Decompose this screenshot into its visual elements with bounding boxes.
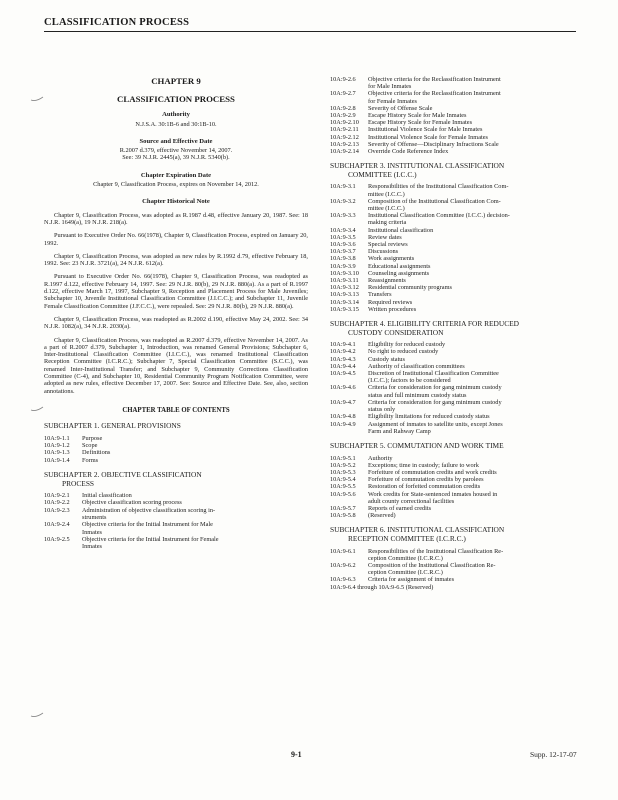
toc-entry-number: 10A:9-2.6 (330, 76, 356, 83)
toc-entry-title-line: Objective criteria for the Initial Instrument for Female (82, 535, 219, 543)
toc-entry (330, 148, 578, 155)
subchapter-list (44, 435, 308, 464)
toc-entry-number: 10A:9-5.2 (330, 461, 356, 469)
toc-entry-number: 10A:9-4.6 (330, 384, 356, 392)
toc-entry-title (368, 462, 578, 469)
toc-entry (330, 576, 578, 583)
toc-entry-title-line: Criteria for assignment of inmates (368, 576, 455, 584)
toc-entry (330, 356, 578, 363)
toc-entry-number: 10A:9-3.1 (330, 183, 356, 191)
subchapter-title-line: PROCESS (62, 478, 95, 488)
subchapter-list (330, 183, 578, 313)
toc-entry-title (82, 492, 308, 499)
toc-entry-number: 10A:9-3.12 (330, 284, 359, 292)
toc-entry-title-line: Institutional Violence Scale for Male Inmates (368, 126, 483, 134)
toc-entry (44, 457, 308, 464)
toc-entry (330, 255, 578, 262)
toc-entry-title-line: Objective criteria for the Reclassification Instrument (368, 90, 501, 98)
toc-entry-title (368, 421, 578, 435)
toc-entry-number: 10A:9-5.4 (330, 476, 356, 484)
toc-entry-number: 10A:9-3.3 (330, 212, 356, 220)
toc-entry (330, 248, 578, 255)
toc-entry-number: 10A:9-3.4 (330, 226, 356, 234)
toc-entry-title-line: Authority (368, 454, 393, 462)
history-paragraph: Chapter 9, Classification Process, was readopted as R.2007 d.379, effective November 14, 2007. As a part of R.2007 d.379, Subchapter 1, Introduction, was renamed General Provisions; Subchapter 6, Inter-Institutional Classification Committee (I.I.C.C.), was renamed Institutional Classification Reception Committee (I.C.R.C.); Subchapter 7, Special Classification Committee (S.C.C.), was renamed Inter-Institutional Transfer; and Subchapter 9, Community Corrections Classification Committee (C-4), and Subchapter 10, Residential Community Program Notification Committee, were adopted as new rules, effective December 17, 2007. See: Source and Effective Date. See, also, section annotations. (44, 336, 308, 395)
toc-entry-number: 10A:9-4.1 (330, 341, 356, 349)
source-heading: Source and Effective Date (139, 137, 213, 145)
source-line: R.2007 d.379, effective November 14, 2007. (119, 147, 233, 155)
toc-entry-title (368, 76, 578, 90)
toc-entry-title-line: Objective criteria for the Initial Instrument for Male (82, 521, 213, 529)
toc-entry-number: 10A:9-3.5 (330, 233, 356, 241)
toc-entry (330, 198, 578, 212)
toc-entry-title-line: Institutional Violence Scale for Female Inmates (368, 133, 488, 141)
subchapter-title-line: COMMITTEE (I.C.C.) (348, 169, 417, 179)
toc-entry-title-line: adult county correctional facilities (368, 497, 455, 505)
toc-entry-number: 10A:9-2.10 (330, 119, 359, 127)
toc-entry-number: 10A:9-4.2 (330, 348, 356, 356)
toc-entry-number: 10A:9-2.11 (330, 126, 359, 134)
toc-entry (330, 141, 578, 148)
toc-entry-number: 10A:9-3.10 (330, 269, 359, 277)
toc-entry-title (368, 126, 578, 133)
toc-entry (44, 536, 308, 551)
toc-entry-title (368, 399, 578, 413)
toc-entry-title-line: Definitions (82, 449, 111, 457)
toc-entry (330, 341, 578, 348)
toc-entry (330, 76, 578, 90)
toc-entry-title (368, 183, 578, 197)
margin-mark (30, 406, 44, 412)
toc-entry-number: 10A:9-2.9 (330, 112, 356, 120)
toc-entry (330, 512, 578, 519)
toc-entry-number: 10A:9-2.5 (44, 535, 70, 543)
toc-entry-title (368, 263, 578, 270)
toc-entry-title (368, 255, 578, 262)
toc-entry (330, 483, 578, 490)
toc-entry-title-line: Criteria for consideration for gang minimum custody (368, 384, 502, 392)
toc-entry-number: 10A:9-3.7 (330, 248, 356, 256)
subchapter-title-line: CUSTODY CONSIDERATION (348, 327, 444, 337)
toc-entry-number: 10A:9-2.1 (44, 492, 70, 500)
toc-entry-title (368, 284, 578, 291)
toc-entry-title-line: status only (368, 406, 396, 414)
toc-entry (330, 348, 578, 355)
authority-heading: Authority (162, 111, 190, 119)
subchapter-list (330, 548, 578, 584)
toc-entry (330, 421, 578, 435)
toc-entry-title (368, 363, 578, 370)
toc-entry-title (82, 442, 308, 449)
toc-entry-title (368, 562, 578, 576)
toc-entry-title-line: (Reserved) (368, 512, 396, 520)
toc-entry (330, 105, 578, 112)
toc-entry-title-line: Objective criteria for the Reclassification Instrument (368, 76, 501, 83)
toc-entry-title-line: Scope (82, 442, 98, 450)
toc-entry-number: 10A:9-3.15 (330, 305, 359, 313)
toc-entry-title (82, 499, 308, 506)
subchapter-title (330, 320, 578, 337)
toc-entry-title (368, 227, 578, 234)
toc-entry-title (368, 576, 578, 583)
expiration-text: Chapter 9, Classification Process, expires on November 14, 2012. (93, 181, 259, 189)
toc-entry-reserved-range: 10A:9-6.4 through 10A:9-6.5 (Reserved) (330, 583, 434, 591)
running-header: CLASSIFICATION PROCESS (44, 17, 576, 32)
toc-entry-number: 10A:9-3.11 (330, 277, 359, 285)
subchapter-title-line: SUBCHAPTER 3. INSTITUTIONAL CLASSIFICATION (330, 161, 505, 171)
toc-entry-title-line: Work assignments (368, 255, 415, 263)
subchapter-title (330, 526, 578, 543)
toc-entry (330, 241, 578, 248)
toc-entry (330, 363, 578, 370)
toc-entry-title (368, 512, 578, 519)
toc-entry-title (368, 277, 578, 284)
subchapter-title-line: SUBCHAPTER 6. INSTITUTIONAL CLASSIFICATION (330, 525, 505, 535)
toc-entry-title (368, 476, 578, 483)
toc-entry-title-line: Objective classification scoring process (82, 499, 182, 507)
toc-entry (330, 548, 578, 562)
toc-entry-title (368, 491, 578, 505)
toc-entry-title-line: Responsibilities of the Institutional Classification Com- (368, 183, 509, 191)
toc-entry-number: 10A:9-5.5 (330, 483, 356, 491)
toc-entry (330, 299, 578, 306)
toc-entry-number: 10A:9-2.12 (330, 133, 359, 141)
toc-entry-title-line: Special reviews (368, 241, 408, 249)
toc-entry-number: 10A:9-5.6 (330, 490, 356, 498)
toc-entry-number: 10A:9-3.8 (330, 255, 356, 263)
toc-entry-number: 10A:9-5.3 (330, 468, 356, 476)
right-column (330, 76, 578, 591)
toc-entry (330, 263, 578, 270)
toc-entry-number: 10A:9-6.1 (330, 547, 356, 555)
history-paragraph: Chapter 9, Classification Process, was readopted as R.2002 d.190, effective May 24, 2002. See: 34 N.J.R. 1082(a), 34 N.J.R. 2030(a). (44, 315, 308, 331)
toc-entry-title-line: Reports of earned credits (368, 504, 432, 512)
toc-entry-title (82, 449, 308, 456)
toc-entry-number: 10A:9-2.4 (44, 521, 70, 529)
toc-entry-title (82, 536, 308, 551)
toc-entry (330, 234, 578, 241)
toc-entry-title (368, 141, 578, 148)
toc-entry-number: 10A:9-3.2 (330, 197, 356, 205)
authority-text: N.J.S.A. 30:1B-6 and 30:1B-10. (135, 120, 217, 128)
toc-entry-number: 10A:9-4.7 (330, 398, 356, 406)
toc-entry-title-line: Composition of the Institutional Classification Com- (368, 197, 501, 205)
toc-entry (330, 306, 578, 313)
toc-entry-title (368, 348, 578, 355)
toc-entry-title-line: Required reviews (368, 298, 413, 306)
toc-entry (330, 119, 578, 126)
history-paragraph: Chapter 9, Classification Process, was adopted as R.1987 d.48, effective January 20, 1987. See: 18 N.J.R. 1649(a), 19 N.J.R. 218(a). (44, 211, 308, 226)
toc-entry (330, 399, 578, 413)
toc-entry-title (368, 548, 578, 562)
toc-entry (44, 435, 308, 442)
toc-entry (330, 126, 578, 133)
toc-entry (330, 469, 578, 476)
toc-entry-number: 10A:9-4.8 (330, 413, 356, 421)
toc-entry-title (368, 455, 578, 462)
supplement-date: Supp. 12-17-07 (530, 750, 577, 759)
toc-entry-title (82, 435, 308, 442)
toc-entry (330, 562, 578, 576)
toc-entry-title-line: Forms (82, 456, 99, 464)
toc-entry (44, 499, 308, 506)
toc-entry (330, 134, 578, 141)
toc-entry-title-line: Administration of objective classification scoring in- (82, 506, 216, 514)
toc-entry (330, 212, 578, 226)
toc-entry-title-line: Override Code Reference Index (368, 148, 449, 156)
toc-entry-title-line: Educational assignments (368, 262, 431, 270)
toc-entry-title (368, 234, 578, 241)
subchapter-title: SUBCHAPTER 1. GENERAL PROVISIONS (44, 421, 181, 431)
left-column (44, 76, 308, 551)
toc-entry-title-line: Purpose (82, 434, 103, 442)
toc-entry-number: 10A:9-3.14 (330, 298, 359, 306)
toc-entry-title (368, 134, 578, 141)
toc-entry-title-line: Counseling assignments (368, 269, 430, 277)
toc-entry-title (368, 198, 578, 212)
toc-entry (330, 284, 578, 291)
toc-entry-title-line: mittee (I.C.C.) (368, 190, 405, 198)
toc-entry-title (368, 291, 578, 298)
toc-entry-title-line: Restoration of forfeited commutation credits (368, 483, 481, 491)
toc-entry-title-line: Reassignments (368, 277, 406, 285)
toc-entry-title-line: making criteria (368, 219, 407, 227)
toc-entry-title (368, 119, 578, 126)
toc-entry-title (368, 105, 578, 112)
page-number: 9-1 (291, 750, 302, 759)
toc-entry-title-line: ception Committee (I.C.R.C.) (368, 569, 443, 577)
toc-entry-title-line: Institutional classification (368, 226, 434, 234)
toc-entry-number: 10A:9-1.2 (44, 442, 70, 450)
toc-entry (330, 413, 578, 420)
source-line: See: 39 N.J.R. 2445(a), 39 N.J.R. 5340(b). (122, 154, 230, 162)
toc-entry-number: 10A:9-2.7 (330, 90, 356, 98)
toc-entry-number: 10A:9-4.4 (330, 362, 356, 370)
toc-entry-title-line: Initial classification (82, 492, 132, 500)
toc-entry-number: 10A:9-4.5 (330, 370, 356, 378)
toc-entry-title-line: No right to reduced custody (368, 348, 439, 356)
history-paragraph: Pursuant to Executive Order No. 66(1978), Chapter 9, Classification Process, expired on January 20, 1992. (44, 232, 308, 247)
toc-entry-number: 10A:9-4.3 (330, 355, 356, 363)
toc-entry (330, 455, 578, 462)
toc-heading: CHAPTER TABLE OF CONTENTS (122, 406, 230, 414)
toc-entry-title-line: Escape History Scale for Female Inmates (368, 119, 473, 127)
subchapter-title: SUBCHAPTER 5. COMMUTATION AND WORK TIME (330, 440, 504, 450)
toc-entry-title-line: Authority of classification committees (368, 362, 465, 370)
toc-entry-number: 10A:9-6.3 (330, 576, 356, 584)
toc-entry-title-line: Criteria for consideration for gang minimum custody (368, 398, 502, 406)
history-paragraph: Chapter 9, Classification Process, was adopted as new rules by R.1992 d.79, effective February 18, 1992. See: 23 N.J.R. 3721(a), 24 N.J.R. 612(a). (44, 252, 308, 268)
toc-entry-title (368, 356, 578, 363)
toc-entry-number: 10A:9-2.3 (44, 506, 70, 514)
toc-entry-title (368, 270, 578, 277)
history-paragraph: Pursuant to Executive Order No. 66(1978), Chapter 9, Classification Process, was readopted as R.1997 d.122, effective February 14, 1997. See: 29 N.J.R. 80(b), 29 N.J.R. 880(a). As a part of R.1997 d.122, effective March 17, 1997, Subchapter 9, Reception and Placement Process for Male Juveniles; Subchapter 10, Juvenile Institutional Classification Committee (J.I.C.C.); and Subchapter 11, Juvenile Female Classification Committee (J.F.C.C.), were repealed. See: 29 N.J.R. 80(b), 29 N.J.R. 880(a). (44, 273, 308, 310)
subchapter-title-line: SUBCHAPTER 4. ELIGIBILITY CRITERIA FOR REDUCED (330, 319, 520, 329)
toc-entry (44, 449, 308, 456)
toc-entry-title (368, 341, 578, 348)
toc-entry-number: 10A:9-1.1 (44, 434, 70, 442)
toc-entry (330, 370, 578, 384)
toc-entry-number: 10A:9-6.2 (330, 561, 356, 569)
subchapter-title-line: RECEPTION COMMITTEE (I.C.R.C.) (348, 533, 466, 543)
chapter-label: CHAPTER 9 (151, 76, 201, 86)
toc-entry-title-line: Forfeiture of commutation credits and work credits (368, 468, 497, 476)
history-heading: Chapter Historical Note (142, 198, 210, 206)
toc-entry (44, 521, 308, 536)
toc-entry-title (82, 521, 308, 536)
toc-entry-number: 10A:9-5.1 (330, 454, 356, 462)
toc-entry (330, 291, 578, 298)
toc-entry-title (368, 299, 578, 306)
toc-entry-title (368, 384, 578, 398)
toc-entry-title-line: Eligibility for reduced custody (368, 341, 446, 349)
subchapter-list (44, 492, 308, 550)
toc-entry-title (82, 457, 308, 464)
toc-entry-number: 10A:9-3.6 (330, 241, 356, 249)
toc-entry-title-line: for Female Inmates (368, 97, 417, 105)
toc-entry-title-line: Assignment of inmates to satellite units, except Jones (368, 420, 503, 428)
toc-entry-number: 10A:9-5.7 (330, 504, 356, 512)
subchapter-title (44, 471, 308, 488)
toc-entry-title-line: Residential community programs (368, 284, 452, 292)
toc-entry-title-line: mittee (I.C.C.) (368, 205, 405, 213)
toc-entry (330, 227, 578, 234)
toc-entry-title (368, 370, 578, 384)
subchapter-title-line: SUBCHAPTER 2. OBJECTIVE CLASSIFICATION (44, 469, 202, 479)
toc-entry-title-line: Eligibility limitations for reduced custody status (368, 413, 490, 421)
toc-entry (330, 112, 578, 119)
subchapter-title (330, 162, 578, 179)
toc-entry-title-line: Forfeiture of commutation credits by parolees (368, 476, 484, 484)
subchapter-list (330, 341, 578, 435)
toc-entry-title (368, 469, 578, 476)
toc-entry-title (368, 306, 578, 313)
toc-entry-title-line: Exceptions; time in custody; failure to work (368, 461, 479, 469)
toc-entry-title (368, 241, 578, 248)
toc-entry-title (368, 212, 578, 226)
toc-entry-title-line: Escape History Scale for Male Inmates (368, 112, 467, 120)
toc-entry (44, 507, 308, 522)
toc-entry-title (368, 112, 578, 119)
toc-entry-title (368, 413, 578, 420)
toc-entry (330, 277, 578, 284)
toc-entry-number: 10A:9-2.2 (44, 499, 70, 507)
toc-entry-title-line: Institutional Classification Committee (I.C.C.) decision- (368, 212, 510, 220)
toc-entry-title-line: Transfers (368, 291, 392, 299)
toc-entry (330, 270, 578, 277)
toc-entry-title-line: Composition of the Institutional Classification Re- (368, 561, 496, 569)
toc-entry-title-line: Farm and Rahway Camp (368, 427, 431, 435)
toc-entry (330, 476, 578, 483)
toc-entry-title-line: Written procedures (368, 305, 417, 313)
toc-entry-number: 10A:9-4.9 (330, 420, 356, 428)
margin-mark (30, 96, 44, 102)
toc-entry-title-line: for Male Inmates (368, 83, 412, 91)
toc-entry (44, 492, 308, 499)
toc-entry (44, 442, 308, 449)
toc-entry-title (368, 483, 578, 490)
toc-entry-number: 10A:9-2.8 (330, 104, 356, 112)
toc-entry-number: 10A:9-2.13 (330, 140, 359, 148)
toc-entry-title-line: Discussions (368, 248, 399, 256)
toc-entry (330, 90, 578, 104)
toc-entry-number: 10A:9-3.9 (330, 262, 356, 270)
toc-entry-title-line: Discretion of Institutional Classification Committee (368, 370, 499, 378)
expiration-heading: Chapter Expiration Date (140, 171, 212, 179)
toc-entry-title-line: struments (82, 514, 107, 522)
toc-entry-title-line: Severity of Offense Scale (368, 104, 433, 112)
toc-entry-number: 10A:9-3.13 (330, 291, 359, 299)
chapter-title: CLASSIFICATION PROCESS (117, 94, 235, 104)
toc-entry-title (368, 148, 578, 155)
toc-entry-title (368, 505, 578, 512)
toc-entry-number: 10A:9-2.14 (330, 148, 359, 156)
toc-entry (330, 462, 578, 469)
margin-mark (30, 712, 44, 718)
toc-entry-title-line: Review dates (368, 233, 402, 241)
toc-entry (330, 491, 578, 505)
toc-entry-title (368, 248, 578, 255)
toc-entry-title-line: ception Committee (I.C.R.C.) (368, 554, 443, 562)
toc-entry-title-line: Custody status (368, 355, 405, 363)
toc-entry-title-line: status and full minimum custody status (368, 391, 467, 399)
toc-entry-title-line: Severity of Offense—Disciplinary Infractions Scale (368, 140, 499, 148)
subchapter-list (330, 455, 578, 520)
toc-entry-title-line: Inmates (82, 528, 102, 536)
toc-entry-title-line: Work credits for State-sentenced inmates housed in (368, 490, 498, 498)
toc-entry-number: 10A:9-1.3 (44, 449, 70, 457)
toc-entry-number: 10A:9-1.4 (44, 456, 70, 464)
subchapter-list (330, 76, 578, 155)
toc-entry (330, 505, 578, 512)
toc-entry (330, 183, 578, 197)
toc-entry-title-line: Responsibilities of the Institutional Classification Re- (368, 547, 504, 555)
toc-entry-title-line: Inmates (82, 543, 102, 551)
toc-entry-number: 10A:9-5.8 (330, 512, 356, 520)
toc-entry-title-line: (I.C.C.); factors to be considered (368, 377, 451, 385)
toc-entry-title (368, 90, 578, 104)
toc-entry-title (82, 507, 308, 522)
toc-entry (330, 384, 578, 398)
